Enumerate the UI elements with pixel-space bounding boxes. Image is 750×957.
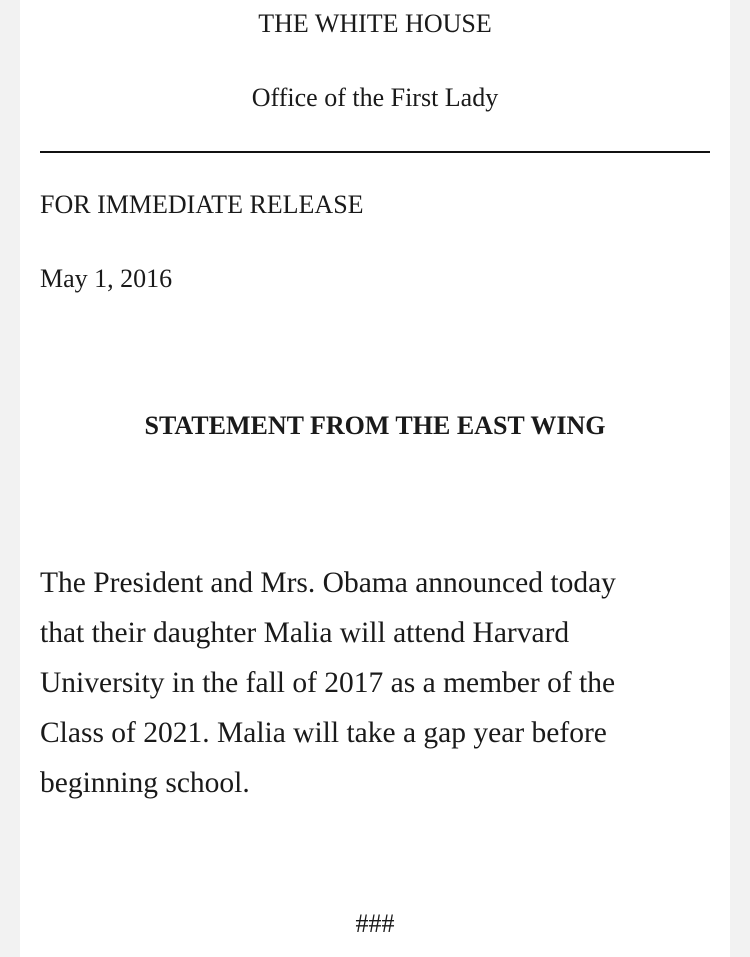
statement-body-line: beginning school. bbox=[40, 767, 250, 799]
release-label: FOR IMMEDIATE RELEASE bbox=[40, 190, 364, 219]
end-of-release-mark: ### bbox=[355, 909, 395, 938]
release-date: May 1, 2016 bbox=[40, 264, 173, 293]
statement-title: STATEMENT FROM THE EAST WING bbox=[144, 411, 606, 440]
statement-body-line: that their daughter Malia will attend Harvard bbox=[40, 617, 570, 649]
office-name: Office of the First Lady bbox=[251, 83, 499, 112]
statement-body-line: Class of 2021. Malia will take a gap year before bbox=[40, 717, 607, 749]
statement-body-line: University in the fall of 2017 as a member of the bbox=[40, 667, 616, 699]
statement-body bbox=[40, 558, 700, 808]
header-divider bbox=[40, 151, 710, 153]
press-release-page bbox=[20, 0, 730, 957]
statement-body-line: The President and Mrs. Obama announced today bbox=[40, 567, 616, 599]
document-header-title: THE WHITE HOUSE bbox=[258, 9, 492, 38]
